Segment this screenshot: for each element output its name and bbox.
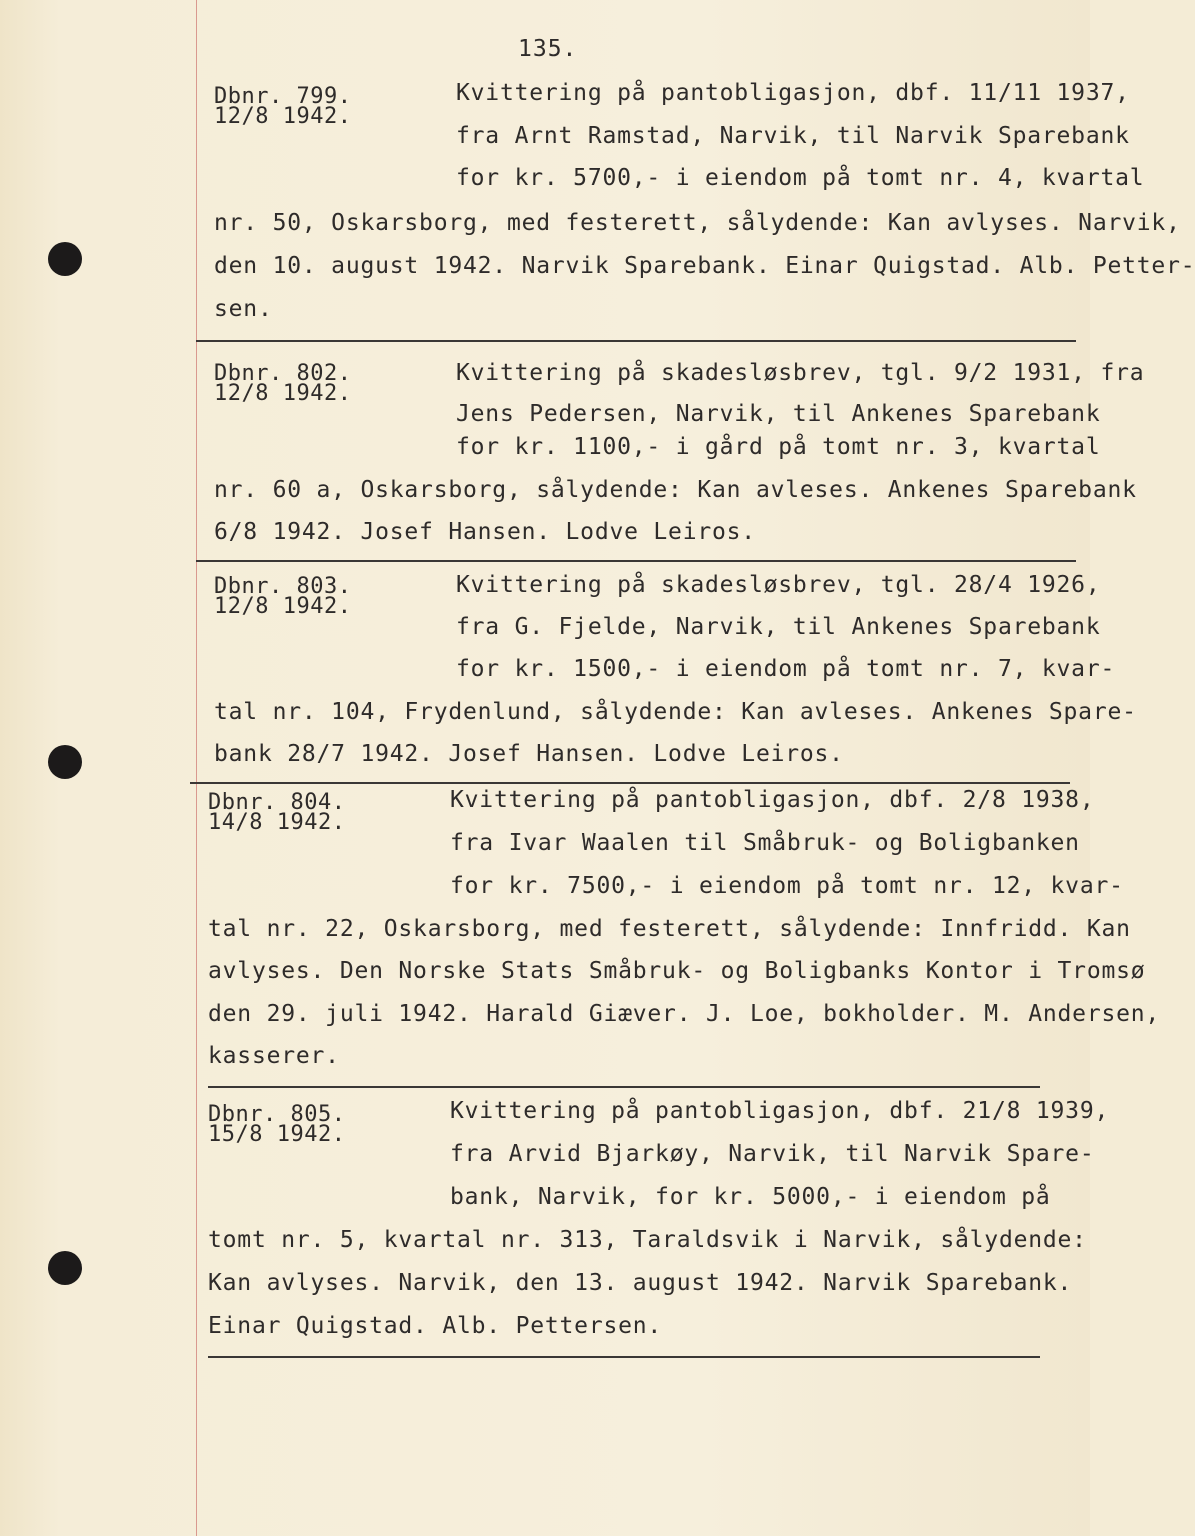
punch-hole: [48, 242, 82, 276]
entry-line: bank 28/7 1942. Josef Hansen. Lodve Leiros.: [214, 741, 844, 767]
entry-line: nr. 60 a, Oskarsborg, sålydende: Kan avleses. Ankenes Sparebank: [214, 477, 1137, 503]
entry-line: Kvittering på pantobligasjon, dbf. 11/11 1937,: [456, 80, 1130, 106]
entry-line: for kr. 7500,- i eiendom på tomt nr. 12, kvar-: [450, 873, 1124, 899]
entry-line: kasserer.: [208, 1043, 340, 1069]
entry-date: 14/8 1942.: [208, 810, 346, 835]
entry-line: fra G. Fjelde, Narvik, til Ankenes Sparebank: [456, 614, 1101, 640]
entry-line: fra Arvid Bjarkøy, Narvik, til Narvik Spare-: [450, 1141, 1095, 1167]
entry-line: Kvittering på skadesløsbrev, tgl. 28/4 1926,: [456, 572, 1101, 598]
margin-line: [196, 0, 197, 1536]
entry-line: Einar Quigstad. Alb. Pettersen.: [208, 1313, 663, 1339]
entry-ref: Dbnr. 805.: [208, 1102, 346, 1127]
entry-date: 15/8 1942.: [208, 1122, 346, 1147]
entry-line: for kr. 1100,- i gård på tomt nr. 3, kvartal: [456, 434, 1101, 460]
entry-line: Jens Pedersen, Narvik, til Ankenes Sparebank: [456, 401, 1101, 427]
entry-line: nr. 50, Oskarsborg, med festerett, sålydende: Kan avlyses. Narvik,: [214, 210, 1181, 236]
entry-ref: Dbnr. 799.: [214, 84, 352, 109]
entry-ref: Dbnr. 802.: [214, 361, 352, 386]
page-number: 135.: [518, 36, 578, 62]
entry-line: Kvittering på pantobligasjon, dbf. 21/8 1939,: [450, 1098, 1110, 1124]
entry-date: 12/8 1942.: [214, 594, 352, 619]
entry-line: fra Arnt Ramstad, Narvik, til Narvik Sparebank: [456, 123, 1130, 149]
entry-line: bank, Narvik, for kr. 5000,- i eiendom på: [450, 1184, 1051, 1210]
entry-line: Kvittering på pantobligasjon, dbf. 2/8 1938,: [450, 787, 1095, 813]
entry-line: sen.: [214, 296, 273, 322]
entry-ref: Dbnr. 804.: [208, 790, 346, 815]
entry-line: for kr. 1500,- i eiendom på tomt nr. 7, kvar-: [456, 656, 1116, 682]
entry-line: tal nr. 104, Frydenlund, sålydende: Kan avleses. Ankenes Spare-: [214, 699, 1137, 725]
entry-line: den 10. august 1942. Narvik Sparebank. Einar Quigstad. Alb. Petter-: [214, 253, 1195, 279]
entry-divider: [196, 560, 1076, 562]
entry-line: den 29. juli 1942. Harald Giæver. J. Loe, bokholder. M. Andersen,: [208, 1001, 1161, 1027]
entry-line: for kr. 5700,- i eiendom på tomt nr. 4, kvartal: [456, 165, 1145, 191]
entry-divider: [208, 1086, 1040, 1088]
entry-line: Kan avlyses. Narvik, den 13. august 1942. Narvik Sparebank.: [208, 1270, 1073, 1296]
punch-hole: [48, 1251, 82, 1285]
entry-divider: [208, 1356, 1040, 1358]
entry-line: tal nr. 22, Oskarsborg, med festerett, sålydende: Innfridd. Kan: [208, 916, 1131, 942]
entry-line: avlyses. Den Norske Stats Småbruk- og Boligbanks Kontor i Tromsø: [208, 958, 1146, 984]
entry-line: tomt nr. 5, kvartal nr. 313, Taraldsvik i Narvik, sålydende:: [208, 1227, 1087, 1253]
entry-ref: Dbnr. 803.: [214, 574, 352, 599]
entry-divider: [190, 782, 1070, 784]
entry-date: 12/8 1942.: [214, 104, 352, 129]
entry-line: fra Ivar Waalen til Småbruk- og Boligbanken: [450, 830, 1080, 856]
entry-line: Kvittering på skadesløsbrev, tgl. 9/2 1931, fra: [456, 360, 1145, 386]
entry-date: 12/8 1942.: [214, 381, 352, 406]
entry-line: 6/8 1942. Josef Hansen. Lodve Leiros.: [214, 519, 756, 545]
punch-hole: [48, 745, 82, 779]
entry-divider: [196, 340, 1076, 342]
